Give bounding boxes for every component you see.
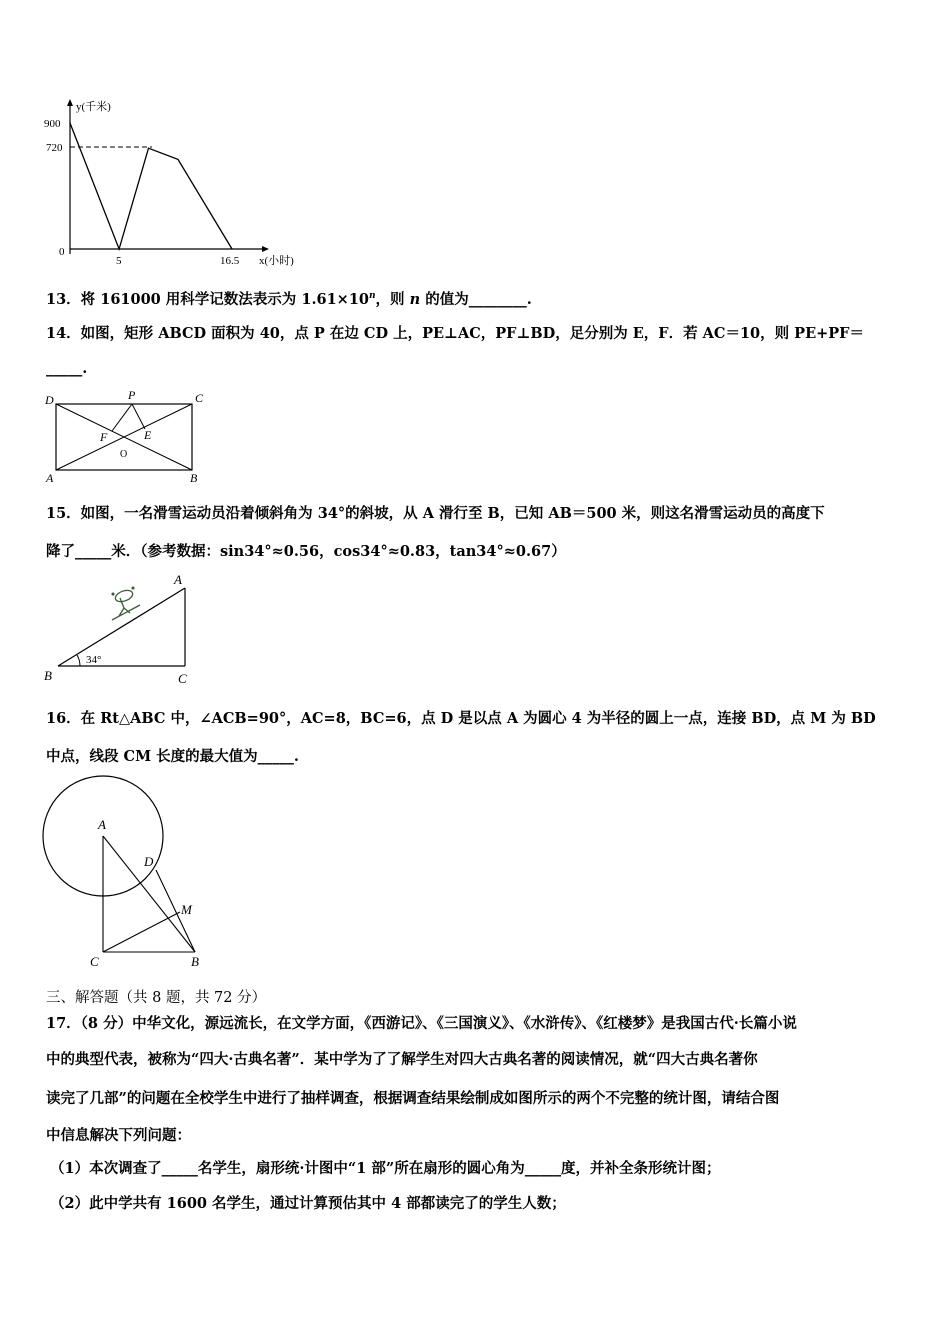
skier-icon [112, 587, 140, 620]
label-a: A [174, 572, 182, 587]
y-tick-720: 720 [46, 142, 63, 154]
label-a: A [98, 817, 106, 832]
question-15-line2: 降了_____米．（参考数据：sin34°≈0.56，cos34°≈0.83，tan34°≈0.67） [46, 543, 566, 560]
section-3-heading: 三、解答题（共 8 题，共 72 分） [46, 990, 267, 1006]
segment-pe [132, 404, 145, 429]
q13-variable: n [409, 291, 421, 308]
label-c: C [90, 954, 99, 969]
angle-label: 34° [86, 654, 102, 666]
question-17-line4: 中信息解决下列问题： [46, 1127, 191, 1144]
question-13 [46, 288, 532, 309]
question-16-line1: 16．在 Rt△ABC 中，∠ACB=90°，AC=8，BC=6，点 D 是以点 A 为圆心 4 为半径的圆上一点，连接 BD，点 M 为 BD [46, 710, 876, 727]
q13-text-c: 的值为________. [420, 291, 532, 308]
x-axis-label: x(小时) [259, 255, 294, 267]
x-tick-5: 5 [116, 255, 122, 267]
slope-figure [40, 570, 210, 690]
segment-cm [103, 912, 180, 952]
question-17-line1: 17．（8 分）中华文化，源远流长，在文学方面，《西游记》、《三国演义》、《水浒传》、《红楼梦》是我国古代·长篇小说 [46, 1015, 797, 1032]
y-axis-arrow [67, 99, 73, 106]
question-14-blank: _____. [46, 360, 88, 377]
question-15-line1: 15．如图，一名滑雪运动员沿着倾斜角为 34°的斜坡，从 A 滑行至 B，已知 AB＝500 米，则这名滑雪运动员的高度下 [46, 505, 825, 522]
label-m: M [181, 902, 192, 917]
label-f: F [100, 430, 108, 444]
question-17-part2: （2）此中学共有 1600 名学生，通过计算预估其中 4 部都读完了的学生人数； [50, 1195, 566, 1212]
label-b: B [191, 954, 199, 969]
circle-figure [40, 774, 220, 974]
distance-time-graph [40, 98, 310, 270]
origin-label: 0 [59, 246, 65, 258]
label-c: C [195, 391, 204, 405]
question-17-line2: 中的典型代表，被称为“四大·古典名著”．某中学为了了解学生对四大古典名著的阅读情况，就“四大古典名著你 [46, 1051, 758, 1068]
angle-arc [77, 655, 80, 666]
slope-ab [58, 588, 185, 666]
rectangle-figure [44, 386, 214, 486]
label-e: E [144, 428, 152, 442]
label-o: O [120, 449, 128, 460]
q13-text-a: 13．将 161000 用科学记数法表示为 1.61×10 [46, 291, 369, 308]
label-d: D [144, 854, 154, 869]
label-b: B [190, 471, 198, 485]
question-17-line3: 读完了几部”的问题在全校学生中进行了抽样调查，根据调查结果绘制成如图所示的两个不完整的统计图，请结合图 [46, 1090, 780, 1107]
segment-pf [112, 404, 132, 431]
distance-polyline [70, 123, 232, 249]
label-c: C [178, 671, 187, 686]
label-a: A [46, 471, 54, 485]
q13-exponent: n [369, 291, 376, 302]
label-b: B [44, 668, 52, 683]
y-axis-label: y(千米) [76, 101, 111, 113]
label-p: P [128, 388, 136, 402]
question-17-part1: （1）本次调查了_____名学生，扇形统·计图中“1 部”所在扇形的圆心角为_____度，并补全条形统计图； [50, 1160, 721, 1177]
x-axis-arrow [262, 246, 269, 252]
question-16-line2: 中点，线段 CM 长度的最大值为_____. [46, 748, 299, 765]
x-tick-16-5: 16.5 [220, 255, 240, 267]
y-tick-900: 900 [44, 118, 61, 130]
label-d: D [45, 393, 54, 407]
q13-text-b: ，则 [375, 291, 410, 308]
question-14-line1: 14．如图，矩形 ABCD 面积为 40，点 P 在边 CD 上，PE⊥AC，PF⊥BD，足分别为 E，F．若 AC＝10，则 PE+PF＝ [46, 325, 864, 342]
